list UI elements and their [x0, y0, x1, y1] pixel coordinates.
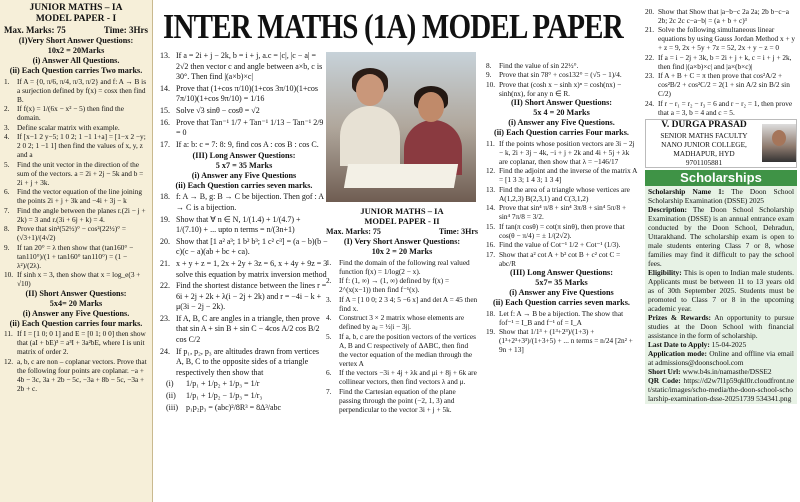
section-instruction: (i) Answer any Five Questions [509, 288, 614, 297]
question [160, 192, 328, 213]
question-number: 2. [326, 276, 332, 285]
question [486, 309, 637, 327]
question [486, 185, 637, 203]
scholarship-last-date [648, 340, 794, 349]
question-number: 22. [645, 52, 655, 62]
students-photo [326, 52, 476, 202]
question [486, 240, 637, 249]
question-number: 13. [160, 51, 170, 60]
question-text: Show that a² cot A + b² cot B + c² cot C = abc/R [499, 249, 621, 268]
question-number: (ii) [166, 391, 176, 401]
question [160, 314, 328, 346]
paper-2-final-column [642, 0, 800, 502]
question-text: Find the unit vector in the direction of the sum of the vectors. a = 2i + 2j − 5k and b = 2i + j + 3k. [17, 159, 144, 187]
question [645, 99, 797, 117]
question-text: Find the vector equation of the line joining the points 2i + j + 3k and −4i + 3j − k [17, 187, 143, 205]
question-text: Let f: A → B be a bijection. The show that fof⁻¹ = I_B and f⁻¹ of = I_A [499, 308, 624, 327]
question-number: 14. [486, 203, 496, 212]
question [486, 80, 637, 98]
question [160, 215, 328, 236]
question [645, 25, 797, 52]
author-name: V. DURGA PRASAD [661, 119, 747, 130]
question [4, 160, 148, 187]
question-number: 12. [486, 166, 496, 175]
question-text: Prove that sin 78° + cos132° = (√5 − 1)/4. [499, 70, 622, 79]
question-text: Find the value of Cot⁻¹ 1/2 + Cot⁻¹ (1/3). [499, 240, 621, 249]
question-text: Find the adjoint and the inverse of the matrix A = [1 3 3; 1 4 3; 1 3 4] [499, 166, 638, 184]
qr-code-link[interactable]: https://d2w7l1p59qkl0r.cloudfront.net/static/images/scho-media/the-doon-school-scholarship-examination-dsse-20251739 534341.png [648, 375, 794, 403]
question-text: Find the shortest distance between the lines r = 6i + 2j + 2k + λ(i − 2j + 2k) and r = −4i − k + μ(3i − 2j − 2k). [176, 281, 327, 312]
question-number: 21. [160, 258, 170, 268]
question-number: 6. [326, 368, 332, 377]
question-text: p₁p₂p₃ = (abc)²/8R³ = 8Δ³/abc [186, 402, 282, 412]
scholarship-name [648, 187, 794, 205]
question-number: 23. [645, 71, 655, 80]
question-text: If A + B + C = π then prove that cos²A/2 + cos²B/2 + cos²C/2 = 2(1 + sin A/2 sin B/2 sin C/2) [658, 71, 790, 98]
author-role: SENIOR MATHS FACULTY [660, 130, 748, 140]
section-heading: (I) Very Short Answer Questions: [343, 237, 461, 246]
question-number: 2. [4, 104, 10, 113]
field-label: Prizes & Rewards: [648, 312, 712, 322]
question-text: x + y + z = 1, 2x + 2y + 3z = 6, x + 4y + 9z = 3 solve this equation by matrix inversion method [176, 258, 328, 279]
question [486, 222, 637, 240]
question [160, 84, 328, 105]
question-number: 18. [160, 192, 170, 202]
question [160, 51, 328, 83]
question-part [160, 379, 328, 390]
question-text: If A, B, C are angles in a triangle, then prove that sin A + sin B + sin C − 4cos A/2 cos B/2 cos C/2 [176, 313, 320, 345]
section-marks: 5x4= 20 Marks [49, 298, 103, 308]
question-number: 23. [160, 313, 170, 323]
question-text: If a = i − 2j + 3k, b = 2i + j + k, c = i + j + 2k, then find |(a×b)×c| and |a×(b×c)| [658, 52, 792, 71]
field-value: An opportunity to pursue studies at the Doon School with financial assistance in the form of scholarship. [648, 312, 794, 340]
question-number: 18. [486, 308, 496, 318]
scholarship-qr-code[interactable] [648, 376, 794, 403]
student-face [418, 92, 444, 122]
question-text: Solve √3 sinθ − cosθ = √2 [176, 105, 260, 115]
question-part [160, 391, 328, 402]
question-number: (iii) [166, 402, 178, 412]
paper-1-marks-time [4, 25, 148, 36]
section-instruction: (ii) Each Question carries Four marks. [494, 128, 629, 137]
author-college: NANO JUNIOR COLLEGE, [661, 139, 747, 149]
question-text: Show that Show that |a−b−c 2a 2a; 2b b−c−a 2b; 2c 2c c−a−b| = (a + b + c)³ [658, 6, 789, 25]
question-number: 24. [645, 98, 655, 108]
question-text: Find the Cartesian equation of the plane passing through the point (−2, 1, 3) and perpendicular to the vector 3i + j + 5k. [339, 386, 456, 414]
question-text: Find the area of a triangle whose vertices are A(1,2,3) B(2,3,1) and C(3,1,2) [499, 184, 630, 203]
section-instruction: (i) Answer All Questions. [32, 56, 120, 65]
question-text: Prove that sin²(52½)° − cos²(22½)° = (√3+1)/(4√2) [17, 224, 127, 242]
field-label: Description: [648, 204, 687, 214]
time: Time: 3Hrs [103, 25, 148, 35]
question-text: If a = 2i + j − 2k, b = i + j, a.c = |c|, |c − a| = 2√2 then vector c and angle between a×b, c is 30°. Then find |(a×b)×c| [176, 51, 323, 82]
page-title: INTER MATHS (1A) MODEL PAPER [163, 7, 623, 46]
question [160, 347, 328, 379]
question-number: 7. [4, 205, 10, 215]
question-text: Define scalar matrix with example. [17, 122, 120, 132]
question [486, 70, 637, 79]
question-text: a, b, c are non – coplanar vectors. Prove that the following four points are coplanar. −a + 4b − 3c, 3a + 2b − 5c, −3a + 8b − 5c, −3a + 2b + c. [17, 356, 147, 393]
field-label: QR Code: [648, 375, 681, 385]
question-text: If the points whose position vectors are 3i − 2j − k, 2i + 3j − 4k, −i + j + 2k and 4i + 5j + λk are coplanar, then show that λ = −146/17 [499, 138, 635, 166]
question-number: 1. [326, 257, 332, 267]
question-text: If A = {0, π/6, π/4, π/3, π/2} and f: A → B is a surjection defined by f(x) = cosx then find B. [17, 76, 147, 104]
question [486, 203, 637, 221]
time: Time: 3Hrs [438, 227, 478, 236]
field-label: Application mode: [648, 348, 707, 358]
scholarship-description [648, 205, 794, 268]
scholarship-prizes [648, 313, 794, 340]
student-face [356, 74, 384, 106]
question [4, 132, 148, 159]
question-text: 1/p₁ + 1/p₂ + 1/p₃ = 1/r [186, 379, 260, 389]
question-text: If sinh x = 3, then show that x = log_e(3 + √10) [17, 270, 141, 288]
question-number: 24. [160, 346, 170, 356]
question-number: (i) [166, 379, 174, 389]
field-label: Scholarship Name 1: [648, 186, 725, 196]
field-label: Eligibility: [648, 267, 682, 277]
field-value: This is open to Indian male students. Applicants must be between 11 to 13 years old as of 30th September 2025. Students must be promoted to Class 7 or 8 in the upcoming academic year. [648, 267, 794, 313]
question-number: 17. [160, 139, 170, 149]
question-number: 9. [4, 242, 10, 252]
question-number: 4. [326, 313, 332, 322]
section-instruction: (i) Answer any Five Questions. [508, 118, 615, 127]
question-number: 21. [645, 25, 655, 34]
section-instruction: (i) Answer any Five Questions [191, 171, 297, 181]
question-text: Find the domain of the following real valued function f(x) = 1/log(2 − x). [339, 257, 470, 276]
question-number: 12. [4, 356, 14, 366]
question [160, 259, 328, 280]
question-number: 5. [4, 159, 10, 169]
paper-2-column [326, 206, 478, 414]
question [486, 139, 637, 166]
question-text: If a, b, c are the position vectors of the vertices A, B and C respectively of ΔABC, then find the vector equation of the median through the vertex A [339, 331, 476, 368]
question-number: 19. [486, 327, 496, 336]
field-value: Online and offline via email at admissions@doonschool.com [648, 348, 794, 367]
question-number: 6. [4, 187, 10, 196]
paper-1-subtitle: MODEL PAPER - I [35, 14, 117, 24]
question [4, 123, 148, 132]
question-text: If f: (1, ∞) → (1, ∞) defined by f(x) = 2^(x(x−1)) then find f⁻¹(x). [339, 276, 450, 294]
section-marks: 10x2 = 20Marks [47, 46, 105, 55]
author-phone: 9701105881 [685, 157, 723, 167]
short-url-link[interactable]: www.b4s.in/namasthe/DSSE2 [682, 366, 772, 376]
author-card [645, 119, 797, 168]
section-heading: (III) Long Answer Questions: [192, 151, 296, 161]
question [645, 53, 797, 71]
question [4, 270, 148, 288]
question [4, 77, 148, 104]
question-text: If I = [1 0; 0 1] and E = [0 1; 0 0] then show that (aI + bE)³ = a³I + 3a²bE, where I is unit matrix of order 2. [17, 329, 146, 356]
question-number: 3. [326, 294, 332, 304]
section-instruction: (ii) Each Question carries four marks. [9, 318, 143, 328]
question-number: 20. [160, 236, 170, 246]
question-text: If tan(π cosθ) = cot(π sinθ), then prove that cos(θ − π/4) = ± 1/(2√2). [499, 221, 625, 240]
paper-2-marks-time [326, 226, 478, 237]
question-text: If the vectors −3i + 4j + λk and μi + 8j + 6k are collinear vectors, then find vectors λ and μ. [339, 368, 477, 386]
paper-2-continued-column [483, 0, 640, 502]
question [486, 250, 637, 268]
question [326, 258, 478, 276]
question-text: If p₁, p₂, p₃ are altitudes drawn from vertices A, B, C to the opposite sides of a triangle respectively then show that [176, 346, 319, 377]
question [326, 295, 478, 313]
question-number: 20. [645, 6, 655, 16]
question-number: 17. [486, 249, 496, 259]
question-number: 9. [486, 70, 492, 79]
question-text: If a: b: c = 7: 8: 9, find cos A : cos B : cos C. [176, 139, 319, 149]
question [645, 71, 797, 98]
section-heading: (II) Short Answer Questions: [25, 288, 127, 298]
field-label: Last Date to Apply: [648, 339, 710, 349]
question [4, 224, 148, 242]
question-number: 1. [4, 76, 10, 86]
question [326, 313, 478, 331]
question-part [160, 403, 328, 414]
section-marks: 10x 2 = 20 Marks [371, 247, 433, 256]
paper-2-title: JUNIOR MATHS – IA [360, 206, 444, 216]
student-figure [340, 106, 400, 166]
scholarship-mode [648, 349, 794, 367]
question-number: 8. [486, 60, 492, 70]
scholarships-heading: Scholarships [645, 170, 797, 186]
max-marks: Max. Marks: 75 [4, 25, 66, 35]
question-number: 7. [326, 386, 332, 396]
question-text: Find the value of sin 22½°. [499, 60, 579, 70]
author-photo [762, 124, 796, 162]
scholarship-short-url[interactable] [648, 367, 794, 376]
question-number: 16. [486, 240, 496, 249]
section-heading: (III) Long Answer Questions: [510, 268, 613, 277]
field-value: The Doon School Scholarship Examination (DSSE) 2025 [648, 186, 795, 205]
section-instruction: (ii) Each Question carries seven marks. [175, 181, 313, 191]
field-label: Short Url: [648, 366, 681, 376]
question-text: 1/p₁ + 1/p₂ − 1/p₃ = 1/r₃ [186, 391, 263, 401]
question-number: 3. [4, 122, 10, 132]
question [160, 118, 328, 139]
paper-2-subtitle: MODEL PAPER - II [364, 216, 440, 226]
question-text: Prove that Tan⁻¹ 1/7 + Tan⁻¹ 1/13 − Tan⁻¹ 2/9 = 0 [176, 117, 324, 138]
question-text: If [x−1 2 y−5; 1 0 2; 1 −1 1+a] = [1−x 2 −y; 2 0 2; 1 −1 1] then find the values of x, y, z and a [17, 132, 146, 159]
question-text: If r − r₁ = r₂ − r₃ = 6 and r − r₂ = 1, then prove that a = 3, b = 4 and c = 5. [658, 98, 793, 117]
scholarships-box [645, 186, 797, 404]
question [486, 61, 637, 70]
question-text: Construct 3 × 2 matrix whose elements are defined by aᵢⱼ = ½|i − 3j|. [339, 313, 465, 331]
question-text: Prove that (1+cos π/10)(1+cos 3π/10)(1+cos 7π/10)(1+cos 9π/10) = 1/16 [176, 83, 319, 104]
section-heading: (II) Short Answer Questions: [510, 98, 613, 107]
question-text: Show that 1/1³ + (1³+2³)/(1+3) + (1³+2³+3³)/(1+3+5) + ... n terms = n/24 [2n² + 9n + 13] [499, 327, 633, 354]
question [4, 329, 148, 356]
question-text: f: A → B, g: B → C be bijection. Then gof : A → C is a bijection. [176, 192, 324, 212]
author-place: MADHAPUR, HYD [673, 148, 735, 158]
paper-1-title: JUNIOR MATHS – IA [29, 3, 123, 13]
question [160, 106, 328, 117]
question [486, 166, 637, 184]
question [160, 140, 328, 151]
question [4, 187, 148, 205]
field-value: The Doon School Scholarship Examination (DSSE) is an annual entrance exam conducted by the Doon School, Dehradun, Uttarakhand. The scholarship exam is open to male students entering Class 7 or 8, whose families may find it difficult to pay the school fees. [648, 204, 794, 268]
question-number: 13. [486, 184, 496, 194]
question [326, 368, 478, 386]
question [4, 357, 148, 393]
paper-1-continued-column [160, 50, 328, 502]
question [486, 327, 637, 354]
question-number: 14. [160, 83, 170, 93]
question [326, 387, 478, 414]
question [645, 7, 797, 25]
question-number: 4. [4, 132, 10, 141]
question-text: Show that ∀ n ∈ N, 1/(1.4) + 1/(4.7) + 1/(7.10) + ... upto n terms = n/(3n+1) [176, 214, 301, 235]
section-instruction: (ii) Each Question carries seven marks. [493, 298, 630, 307]
question-text: If f(x) = 1/(6x − x² − 5) then find the domain. [17, 104, 124, 122]
paper-1-column [0, 0, 153, 502]
author-details [646, 120, 762, 167]
author-face [772, 130, 786, 146]
question-number: 10. [4, 270, 14, 279]
question-text: If A = [1 0 0; 2 3 4; 5 −6 x] and det A = 45 then find x. [339, 294, 478, 313]
question [326, 332, 478, 368]
field-value: 15-04-2025 [711, 339, 747, 349]
section-instruction: (ii) Each Question carries Two marks. [9, 66, 143, 75]
section-marks: 5 x7 = 35 Marks [215, 161, 273, 171]
question-number: 5. [326, 331, 332, 341]
scholarship-eligibility [648, 268, 794, 313]
question-text: Show that [1 a² a³; 1 b² b³; 1 c² c³] = (a − b)(b − c)(c − a)(ab + bc + ca). [176, 236, 328, 257]
section-marks: 5x7= 35 Marks [535, 278, 588, 287]
question-number: 16. [160, 117, 170, 127]
question [160, 237, 328, 258]
question [4, 206, 148, 224]
question [4, 104, 148, 122]
question-number: 15. [160, 105, 170, 115]
question-text: Find the angle between the planes r.(2i − j + 2k) = 3 and r.(3i + 6j + k) = 4. [17, 205, 146, 224]
question-number: 19. [160, 214, 170, 224]
question-number: 11. [486, 138, 495, 148]
section-heading: (I)Very Short Answer Questions: [18, 36, 134, 45]
question [160, 281, 328, 313]
section-instruction: (i) Answer any Five Questions. [22, 308, 130, 318]
question-text: Prove that sin⁴ π/8 + sin⁴ 3π/8 + sin⁴ 5π/8 + sin⁴ 7π/8 = 3/2. [499, 203, 627, 221]
question-number: 22. [160, 281, 170, 291]
paper-1-vsa-questions [4, 77, 148, 289]
book [344, 164, 458, 188]
question-number: 11. [4, 329, 13, 338]
question-number: 10. [486, 79, 496, 89]
max-marks: Max. Marks: 75 [326, 227, 381, 236]
question-text: If tan 20° = λ then show that (tan160° − tan110°)/(1 + tan160° tan110°) = (1 − λ²)/(2λ). [17, 242, 134, 270]
question-number: 15. [486, 221, 496, 231]
question-text: Prove that (cosh x − sinh x)ⁿ = cosh(nx) − sinh(nx), for any n ∈ R. [499, 79, 622, 98]
question [326, 276, 478, 294]
question-text: Solve the following simultaneous linear equations by using Gauss Jordan Method x + y + z = 9, 2x + 5y + 7z = 52, 2x + y − z = 0 [658, 25, 796, 52]
question-number: 8. [4, 224, 10, 233]
section-marks: 5x 4 = 20 Marks [533, 108, 590, 117]
question [4, 243, 148, 270]
